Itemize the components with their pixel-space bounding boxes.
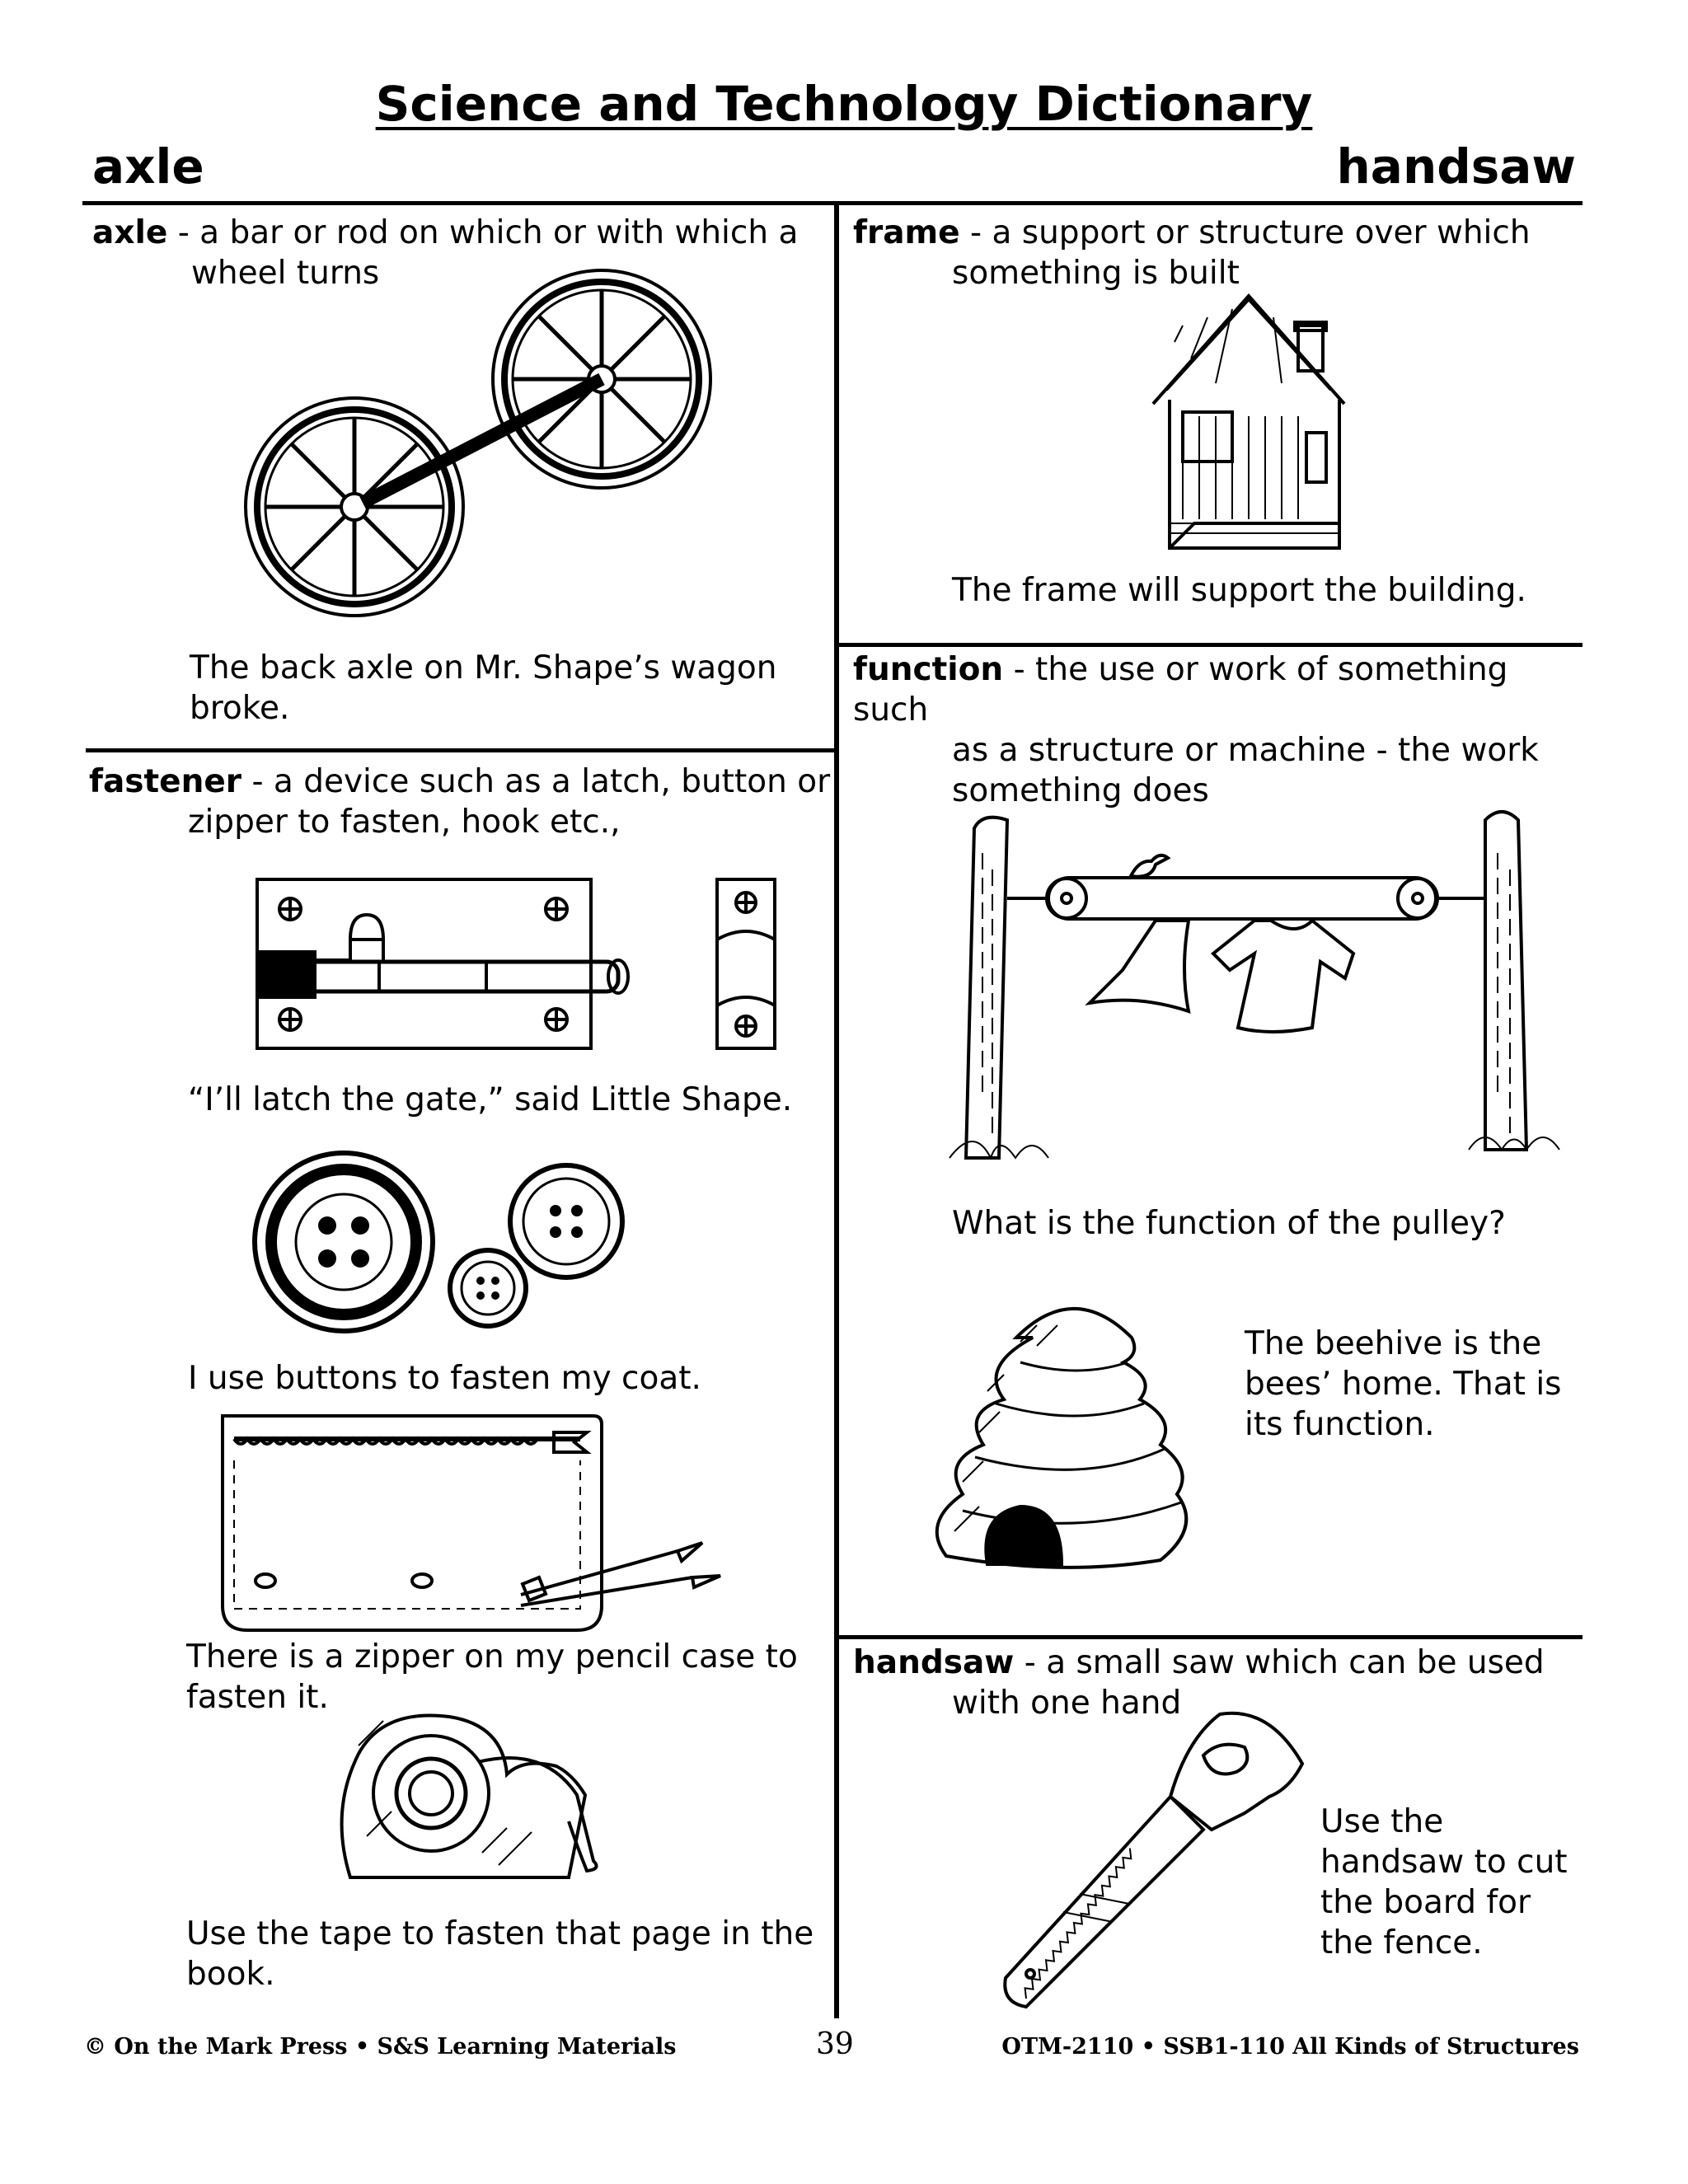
- term-function: function: [853, 651, 1004, 688]
- sentence-handsaw-line1: Use the: [1320, 1803, 1444, 1840]
- sentence-zipper: [186, 1637, 829, 1718]
- term-axle: axle: [92, 214, 168, 251]
- entry-function: [853, 649, 1578, 811]
- sentence-tape-line1: Use the tape to fasten that page in the: [186, 1915, 814, 1952]
- sentence-handsaw-line3: the board for: [1320, 1884, 1531, 1921]
- header-rule: [82, 201, 1582, 205]
- pencil-case-zipper-illustration: [216, 1409, 760, 1648]
- footer-publisher: © On the Mark Press • S&S Learning Materials: [84, 2034, 677, 2060]
- entry-fastener: [89, 762, 831, 842]
- sentence-beehive-line1: The beehive is the: [1245, 1325, 1542, 1362]
- guide-word-right: handsaw: [1336, 138, 1576, 194]
- sentence-tape-line2: book.: [186, 1956, 275, 1993]
- term-frame: frame: [853, 214, 960, 251]
- wheels-axle-illustration: [239, 264, 717, 626]
- footer-product-code: OTM-2110 • SSB1-110 All Kinds of Structures: [1001, 2034, 1579, 2060]
- sentence-handsaw: [1320, 1802, 1584, 1963]
- guide-word-left: axle: [92, 138, 204, 194]
- sentence-buttons: I use buttons to fasten my coat.: [188, 1360, 701, 1397]
- divider-function-handsaw: [837, 1635, 1582, 1639]
- divider-axle-fastener: [86, 748, 836, 752]
- def-handsaw-line1: - a small saw which can be used: [1014, 1644, 1545, 1681]
- def-fastener-line2: zipper to fasten, hook etc.,: [188, 804, 621, 841]
- house-frame-illustration: [1150, 293, 1348, 556]
- clothesline-pulley-illustration: [941, 804, 1568, 1166]
- sentence-beehive-line3: its function.: [1245, 1406, 1435, 1443]
- sentence-zipper-line2: fasten it.: [186, 1679, 329, 1716]
- sentence-axle: [190, 648, 832, 729]
- latch-illustration: [256, 878, 783, 1055]
- entry-frame: [853, 213, 1578, 293]
- def-frame-line1: - a support or structure over which: [959, 214, 1531, 251]
- sentence-handsaw-line2: handsaw to cut: [1320, 1844, 1568, 1881]
- def-fastener-line1: - a device such as a latch, button or: [241, 763, 831, 800]
- sentence-axle-line2: broke.: [190, 690, 290, 727]
- def-function-line3: something does: [952, 772, 1209, 809]
- def-axle-line1: - a bar or rod on which or with which a: [167, 214, 799, 251]
- column-divider: [834, 205, 839, 2018]
- sentence-pulley: What is the function of the pulley?: [952, 1205, 1506, 1242]
- divider-frame-function: [837, 643, 1582, 647]
- sentence-beehive-line2: bees’ home. That is: [1245, 1366, 1562, 1403]
- sentence-tape: [186, 1914, 829, 1994]
- def-function-line1: - the use or work of something such: [853, 651, 1508, 729]
- sentence-frame: The frame will support the building.: [952, 572, 1526, 609]
- sentence-latch: “I’ll latch the gate,” said Little Shape.: [188, 1081, 793, 1118]
- page-number: 39: [816, 2027, 854, 2061]
- term-fastener: fastener: [89, 763, 242, 800]
- sentence-axle-line1: The back axle on Mr. Shape’s wagon: [190, 649, 777, 687]
- beehive-illustration: [930, 1301, 1218, 1585]
- page-title: Science and Technology Dictionary: [375, 76, 1313, 132]
- buttons-illustration: [251, 1150, 647, 1339]
- def-handsaw-line2: with one hand: [952, 1685, 1182, 1722]
- sentence-zipper-line1: There is a zipper on my pencil case to: [186, 1638, 798, 1675]
- sentence-beehive: [1245, 1324, 1574, 1445]
- handsaw-illustration: [997, 1706, 1311, 2003]
- def-frame-line2: something is built: [952, 255, 1240, 292]
- def-function-line2: as a structure or machine - the work: [952, 732, 1539, 769]
- def-axle-line2: wheel turns: [191, 255, 380, 292]
- term-handsaw: handsaw: [853, 1644, 1015, 1681]
- sentence-handsaw-line4: the fence.: [1320, 1924, 1483, 1961]
- tape-dispenser-illustration: [334, 1713, 663, 1886]
